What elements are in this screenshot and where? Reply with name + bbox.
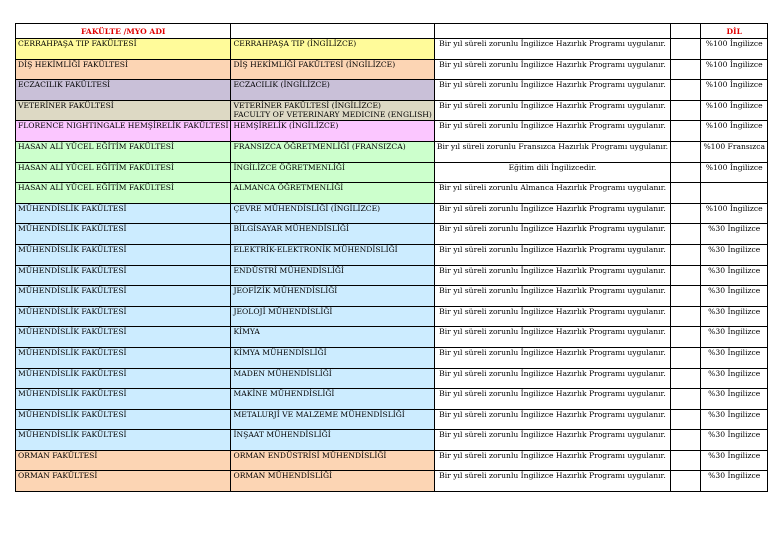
note-cell: Bir yıl süreli zorunlu İngilizce Hazırlık Programı uygulanır. <box>434 430 670 451</box>
dil-cell: %100 İngilizce <box>701 39 768 60</box>
table-row <box>16 286 768 307</box>
note-cell: Eğitim dili İngilizcedir. <box>434 162 670 183</box>
dil-cell: %30 İngilizce <box>701 327 768 348</box>
faculty-cell: MÜHENDİSLİK FAKÜLTESİ <box>16 409 231 430</box>
table-row <box>16 450 768 471</box>
blank-cell <box>671 59 701 80</box>
note-cell: Bir yıl süreli zorunlu İngilizce Hazırlık Programı uygulanır. <box>434 409 670 430</box>
note-cell: Bir yıl süreli zorunlu İngilizce Hazırlık Programı uygulanır. <box>434 80 670 101</box>
blank-cell <box>671 265 701 286</box>
blank-cell <box>671 224 701 245</box>
program-cell <box>231 162 434 183</box>
program-name: METALURJİ VE MALZEME MÜHENDİSLİĞİ <box>233 409 405 419</box>
blank-cell <box>671 409 701 430</box>
program-name: ENDÜSTRİ MÜHENDİSLİĞİ <box>233 265 344 275</box>
dil-cell: %30 İngilizce <box>701 244 768 265</box>
blank-cell <box>671 327 701 348</box>
header-faculty: FAKÜLTE /MYO ADI <box>16 24 231 39</box>
dil-cell: %30 İngilizce <box>701 368 768 389</box>
faculty-cell: HASAN ALİ YÜCEL EĞİTİM FAKÜLTESİ <box>16 183 231 204</box>
note-cell: Bir yıl süreli zorunlu İngilizce Hazırlık Programı uygulanır. <box>434 121 670 142</box>
note-cell: Bir yıl süreli zorunlu İngilizce Hazırlık Programı uygulanır. <box>434 100 670 121</box>
header-row <box>16 24 768 39</box>
table-row <box>16 80 768 101</box>
faculty-cell: MÜHENDİSLİK FAKÜLTESİ <box>16 306 231 327</box>
dil-cell: %30 İngilizce <box>701 286 768 307</box>
note-cell: Bir yıl süreli zorunlu İngilizce Hazırlık Programı uygulanır. <box>434 286 670 307</box>
blank-cell <box>671 80 701 101</box>
program-name: İNŞAAT MÜHENDİSLİĞİ <box>233 430 331 440</box>
program-name: KİMYA <box>233 327 260 337</box>
blank-cell <box>671 347 701 368</box>
program-name: MAKİNE MÜHENDİSLİĞİ <box>233 389 335 399</box>
program-cell <box>231 100 434 121</box>
note-cell: Bir yıl süreli zorunlu İngilizce Hazırlık Programı uygulanır. <box>434 327 670 348</box>
program-name: JEOFİZİK MÜHENDİSLİĞİ <box>233 286 338 296</box>
faculty-cell: FLORENCE NIGHTINGALE HEMŞİRELİK FAKÜLTESİ <box>16 121 231 142</box>
program-name: ORMAN MÜHENDİSLİĞİ <box>233 471 333 481</box>
faculty-cell: MÜHENDİSLİK FAKÜLTESİ <box>16 286 231 307</box>
blank-cell <box>671 162 701 183</box>
blank-cell <box>671 368 701 389</box>
faculty-cell: MÜHENDİSLİK FAKÜLTESİ <box>16 203 231 224</box>
blank-cell <box>671 471 701 492</box>
blank-cell <box>671 389 701 410</box>
program-cell <box>231 450 434 471</box>
program-cell <box>231 203 434 224</box>
table-row <box>16 203 768 224</box>
note-cell: Bir yıl süreli zorunlu İngilizce Hazırlık Programı uygulanır. <box>434 389 670 410</box>
note-cell: Bir yıl süreli zorunlu İngilizce Hazırlık Programı uygulanır. <box>434 306 670 327</box>
note-cell: Bir yıl süreli zorunlu İngilizce Hazırlık Programı uygulanır. <box>434 59 670 80</box>
program-cell <box>231 121 434 142</box>
note-cell: Bir yıl süreli zorunlu İngilizce Hazırlık Programı uygulanır. <box>434 450 670 471</box>
table-row <box>16 100 768 121</box>
table-row <box>16 59 768 80</box>
program-cell <box>231 368 434 389</box>
blank-cell <box>671 183 701 204</box>
header-note <box>434 24 670 39</box>
table-row <box>16 141 768 162</box>
faculty-cell: ECZACILIK FAKÜLTESİ <box>16 80 231 101</box>
note-cell: Bir yıl süreli zorunlu İngilizce Hazırlık Programı uygulanır. <box>434 224 670 245</box>
program-name: VETERİNER FAKÜLTESİ (İNGİLİZCE) <box>233 100 381 110</box>
blank-cell <box>671 39 701 60</box>
table-row <box>16 389 768 410</box>
program-cell <box>231 306 434 327</box>
table-row <box>16 224 768 245</box>
faculty-cell: DİŞ HEKİMLİĞİ FAKÜLTESİ <box>16 59 231 80</box>
faculty-cell: MÜHENDİSLİK FAKÜLTESİ <box>16 368 231 389</box>
faculty-cell: MÜHENDİSLİK FAKÜLTESİ <box>16 327 231 348</box>
note-cell: Bir yıl süreli zorunlu İngilizce Hazırlık Programı uygulanır. <box>434 347 670 368</box>
program-cell <box>231 80 434 101</box>
header-blank <box>671 24 701 39</box>
dil-cell: %100 İngilizce <box>701 80 768 101</box>
blank-cell <box>671 141 701 162</box>
dil-cell: %100 İngilizce <box>701 121 768 142</box>
faculty-cell: HASAN ALİ YÜCEL EĞİTİM FAKÜLTESİ <box>16 141 231 162</box>
dil-cell: %100 İngilizce <box>701 162 768 183</box>
header-dil: DİL <box>701 24 768 39</box>
dil-cell: %30 İngilizce <box>701 265 768 286</box>
program-name: FRANSIZCA ÖĞRETMENLİĞİ (FRANSIZCA) <box>233 141 406 151</box>
dil-cell: %100 İngilizce <box>701 59 768 80</box>
program-cell <box>231 389 434 410</box>
dil-cell: %100 Fransızca <box>701 141 768 162</box>
table-row <box>16 327 768 348</box>
note-cell: Bir yıl süreli zorunlu İngilizce Hazırlık Programı uygulanır. <box>434 203 670 224</box>
table-body <box>16 24 768 492</box>
program-name: ORMAN ENDÜSTRİSİ MÜHENDİSLİĞİ <box>233 450 387 460</box>
program-cell <box>231 327 434 348</box>
table-row <box>16 244 768 265</box>
blank-cell <box>671 430 701 451</box>
program-cell <box>231 430 434 451</box>
program-cell <box>231 59 434 80</box>
language-table <box>15 23 768 492</box>
program-cell <box>231 347 434 368</box>
blank-cell <box>671 121 701 142</box>
program-cell <box>231 409 434 430</box>
blank-cell <box>671 286 701 307</box>
note-cell: Bir yıl süreli zorunlu Fransızca Hazırlık Programı uygulanır. <box>434 141 670 162</box>
blank-cell <box>671 450 701 471</box>
program-name: KİMYA MÜHENDİSLİĞİ <box>233 347 327 357</box>
dil-cell: %30 İngilizce <box>701 224 768 245</box>
program-cell <box>231 183 434 204</box>
program-cell <box>231 244 434 265</box>
table-row <box>16 162 768 183</box>
dil-cell: %30 İngilizce <box>701 450 768 471</box>
program-name: ALMANCA ÖĞRETMENLİĞİ <box>233 183 344 193</box>
table-row <box>16 306 768 327</box>
program-name-english: FACULTY OF VETERINARY MEDICINE (ENGLISH) <box>233 109 432 119</box>
note-cell: Bir yıl süreli zorunlu İngilizce Hazırlık Programı uygulanır. <box>434 244 670 265</box>
program-cell <box>231 286 434 307</box>
table-row <box>16 471 768 492</box>
table-row <box>16 183 768 204</box>
program-name: İNGİLİZCE ÖĞRETMENLİĞİ <box>233 162 345 172</box>
table-row <box>16 430 768 451</box>
faculty-cell: CERRAHPAŞA TIP FAKÜLTESİ <box>16 39 231 60</box>
program-name: CERRAHPAŞA TIP (İNGİLİZCE) <box>233 39 357 48</box>
table-row <box>16 39 768 60</box>
note-cell: Bir yıl süreli zorunlu İngilizce Hazırlık Programı uygulanır. <box>434 265 670 286</box>
faculty-cell: ORMAN FAKÜLTESİ <box>16 450 231 471</box>
dil-cell: %100 İngilizce <box>701 203 768 224</box>
blank-cell <box>671 100 701 121</box>
dil-cell: %30 İngilizce <box>701 471 768 492</box>
blank-cell <box>671 203 701 224</box>
program-name: ÇEVRE MÜHENDİSLİĞİ (İNGİLİZCE) <box>233 203 381 213</box>
table-row <box>16 265 768 286</box>
note-cell: Bir yıl süreli zorunlu Almanca Hazırlık Programı uygulanır. <box>434 183 670 204</box>
faculty-cell: MÜHENDİSLİK FAKÜLTESİ <box>16 347 231 368</box>
dil-cell <box>701 183 768 204</box>
faculty-cell: HASAN ALİ YÜCEL EĞİTİM FAKÜLTESİ <box>16 162 231 183</box>
faculty-cell: MÜHENDİSLİK FAKÜLTESİ <box>16 430 231 451</box>
note-cell: Bir yıl süreli zorunlu İngilizce Hazırlık Programı uygulanır. <box>434 368 670 389</box>
table-row <box>16 368 768 389</box>
program-name: ECZACILIK (İNGİLİZCE) <box>233 80 330 90</box>
blank-cell <box>671 306 701 327</box>
program-name: MADEN MÜHENDİSLİĞİ <box>233 368 332 378</box>
header-program <box>231 24 434 39</box>
note-cell: Bir yıl süreli zorunlu İngilizce Hazırlık Programı uygulanır. <box>434 39 670 60</box>
dil-cell: %30 İngilizce <box>701 347 768 368</box>
program-cell <box>231 224 434 245</box>
program-cell <box>231 471 434 492</box>
program-cell <box>231 141 434 162</box>
table-row <box>16 121 768 142</box>
dil-cell: %30 İngilizce <box>701 430 768 451</box>
program-name: BİLGİSAYAR MÜHENDİSLİĞİ <box>233 224 349 234</box>
dil-cell: %100 İngilizce <box>701 100 768 121</box>
program-name: JEOLOJİ MÜHENDİSLİĞİ <box>233 306 333 316</box>
dil-cell: %30 İngilizce <box>701 389 768 410</box>
program-name: DİŞ HEKİMLİĞİ FAKÜLTESİ (İNGİLİZCE) <box>233 59 396 69</box>
faculty-cell: VETERİNER FAKÜLTESİ <box>16 100 231 121</box>
faculty-cell: ORMAN FAKÜLTESİ <box>16 471 231 492</box>
table-row <box>16 347 768 368</box>
program-name: HEMŞİRELİK (İNGİLİZCE) <box>233 121 339 131</box>
program-cell <box>231 39 434 60</box>
dil-cell: %30 İngilizce <box>701 306 768 327</box>
table-row <box>16 409 768 430</box>
program-cell <box>231 265 434 286</box>
dil-cell: %30 İngilizce <box>701 409 768 430</box>
faculty-cell: MÜHENDİSLİK FAKÜLTESİ <box>16 265 231 286</box>
faculty-cell: MÜHENDİSLİK FAKÜLTESİ <box>16 224 231 245</box>
faculty-cell: MÜHENDİSLİK FAKÜLTESİ <box>16 389 231 410</box>
blank-cell <box>671 244 701 265</box>
note-cell: Bir yıl süreli zorunlu İngilizce Hazırlık Programı uygulanır. <box>434 471 670 492</box>
faculty-cell: MÜHENDİSLİK FAKÜLTESİ <box>16 244 231 265</box>
program-name: ELEKTRİK-ELEKTRONİK MÜHENDİSLİĞİ <box>233 244 398 254</box>
